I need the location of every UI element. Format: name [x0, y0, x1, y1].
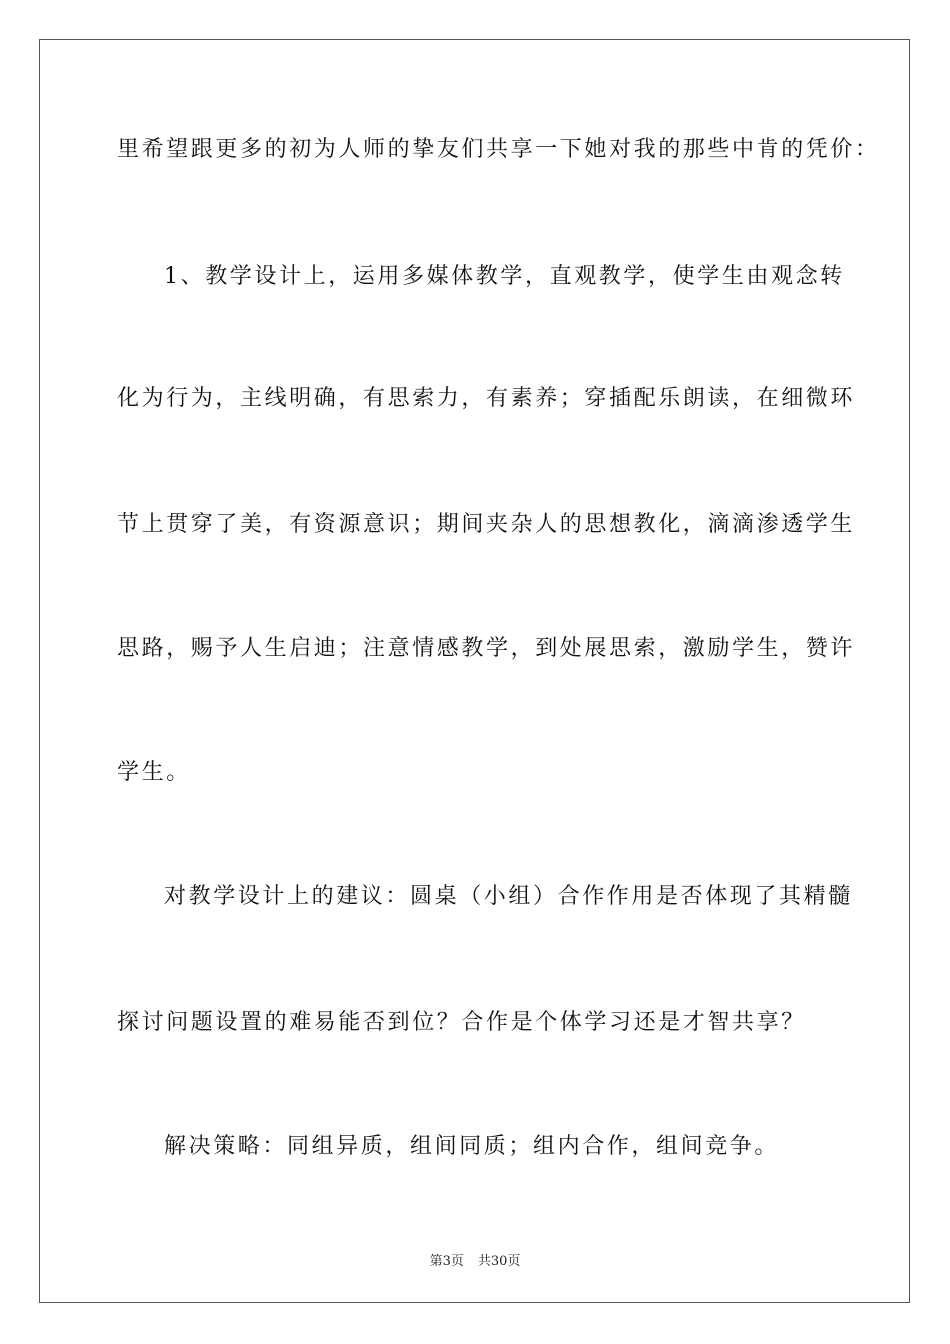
text-line-4: 节上贯穿了美，有资源意识；期间夹杂人的思想教化，滴滴渗透学生 [117, 512, 856, 537]
text-line-5: 思路，赐予人生启迪；注意情感教学，到处展思索，激励学生，赞许 [117, 636, 856, 661]
text-line-1: 里希望跟更多的初为人师的挚友们共享一下她对我的那些中肯的凭价： [117, 137, 880, 162]
text-line-3: 化为行为，主线明确，有思索力，有素养；穿插配乐朗读，在细微环 [117, 386, 856, 411]
page-number: 第3页 [429, 1254, 464, 1269]
page-footer [0, 1250, 950, 1269]
text-line-7: 对教学设计上的建议：圆桌（小组）合作作用是否体现了其精髓 [164, 884, 853, 909]
page-frame [39, 39, 910, 1303]
text-line-6: 学生。 [117, 760, 191, 785]
page-total: 共30页 [477, 1254, 521, 1269]
text-line-9: 解决策略：同组异质，组间同质；组内合作，组间竞争。 [164, 1134, 780, 1159]
text-line-2: 1、教学设计上，运用多媒体教学，直观教学，使学生由观念转 [164, 264, 845, 289]
text-line-8: 探讨问题设置的难易能否到位？合作是个体学习还是才智共享？ [117, 1010, 806, 1035]
